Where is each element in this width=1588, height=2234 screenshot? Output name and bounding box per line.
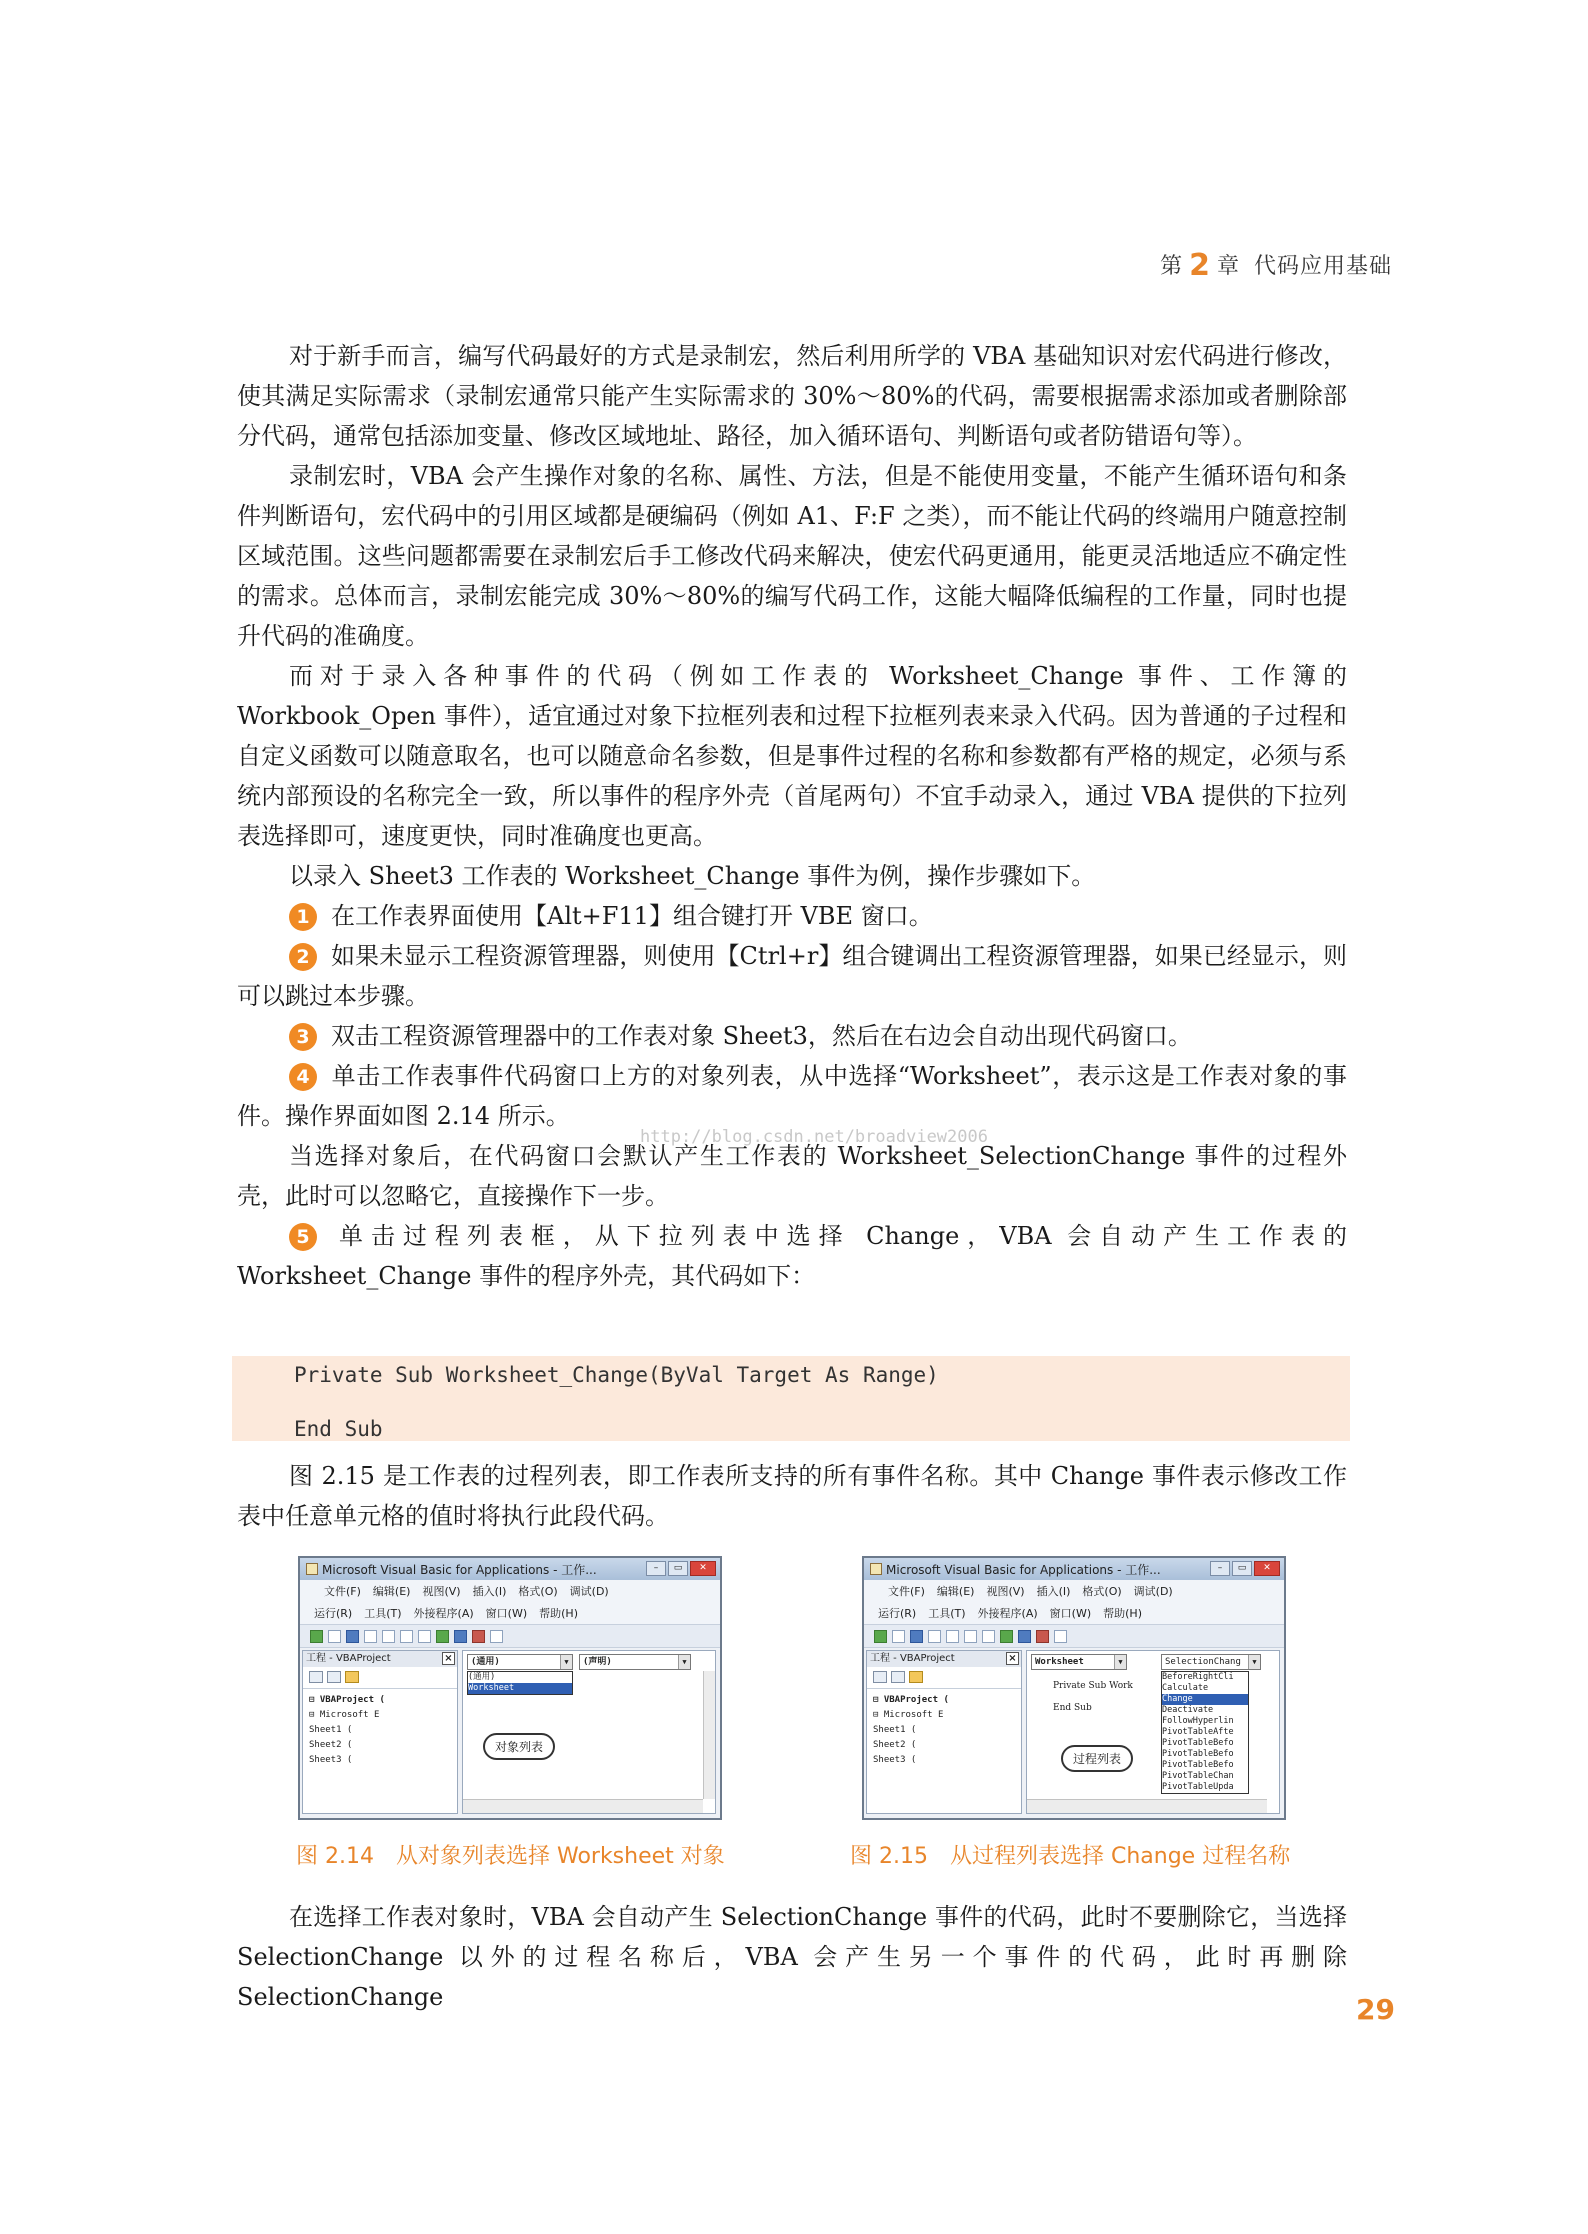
vbe-toolbar [864,1624,1284,1648]
excel-icon [874,1630,887,1643]
paragraph-after-step4: 当选择对象后，在代码窗口会默认产生工作表的 Worksheet_SelectionChange 事件的过程外壳，此时可以忽略它，直接操作下一步。 [237,1142,1347,1210]
menu-addins: 外接程序(A) [413,1607,474,1620]
menu-help: 帮助(H) [539,1607,578,1620]
project-tools [867,1667,1021,1689]
vbe-titlebar [300,1558,720,1580]
caption-number: 图 2.14 [296,1844,374,1869]
paragraph-last: 在选择工作表对象时，VBA 会自动产生 SelectionChange 事件的代码，此时不要删除它，当选择 SelectionChange 以外的过程名称后，VBA 会产生另一个事件的代码，此时再删除 SelectionChange [237,1903,1347,2011]
code-block [232,1356,1350,1441]
stop-icon [1036,1630,1049,1643]
pause-icon [1018,1630,1031,1643]
step-2-badge: 2 [289,943,317,971]
code-window-text: Private Sub Work End Sub [1053,1681,1133,1713]
toggle-folders-icon [909,1671,923,1683]
step-1 [237,896,1347,936]
object-combo: Worksheet ▼ [1031,1654,1127,1670]
code-window [1026,1650,1280,1814]
figure-2-14-screenshot [298,1556,722,1820]
watermark-url: http://blog.csdn.net/broadview2006 [640,1127,988,1147]
chevron-down-icon: ▼ [1114,1655,1126,1669]
window-buttons [646,1561,716,1576]
close-icon: ✕ [690,1561,716,1576]
step-2-text: 如果未显示工程资源管理器，则使用【Ctrl+r】组合键调出工程资源管理器，如果已经显示，则可以跳过本步骤。 [237,942,1347,1010]
chapter-prefix: 第 [1160,254,1184,279]
undo-icon [418,1630,431,1643]
restore-icon: ▭ [1232,1561,1252,1576]
design-icon [1054,1630,1067,1643]
step-5 [237,1216,1347,1296]
code-window [462,1650,716,1814]
chapter-number: 2 [1189,248,1211,283]
step-3-badge: 3 [289,1023,317,1051]
project-tree: ⊟ VBAProject ( ⊟ Microsoft E Sheet1 ( Sheet2 ( Sheet3 ( [873,1695,949,1765]
paste-icon [964,1630,977,1643]
paragraph-figure-intro: 图 2.15 是工作表的过程列表，即工作表所支持的所有事件名称。其中 Change 事件表示修改工作表中任意单元格的值时将执行此段代码。 [237,1462,1347,1530]
page-number: 29 [1356,1993,1395,2026]
menu-edit: 编辑(E) [372,1585,411,1598]
vbe-app-icon [870,1563,882,1575]
close-pane-icon: × [442,1652,455,1665]
body-text-bottom [237,1897,1347,2017]
paragraph-record-macro: 录制宏时，VBA 会产生操作对象的名称、属性、方法，但是不能使用变量，不能产生循环语句和条件判断语句，宏代码中的引用区域都是硬编码（例如 A1、F:F 之类），而不能让代码的终端用户随意控制区域范围。这些问题都需要在录制宏后手工修改代码来解决，使宏代码更通用，能更灵活地适应不确定性的需求。总体而言，录制宏能完成 30%～80%的编写代码工作，这能大幅降低编程的工作量，同时也提升代码的准确度。 [237,462,1347,650]
chapter-header [1160,248,1392,283]
view-code-icon [309,1671,323,1683]
vbe-titlebar [864,1558,1284,1580]
vbe-menubar-2 [300,1602,720,1624]
view-object-icon [327,1671,341,1683]
view-object-icon [891,1671,905,1683]
menu-tools: 工具(T) [364,1607,402,1620]
figure-2-15-caption [850,1839,1290,1870]
chapter-suffix: 章 [1216,254,1240,279]
project-explorer-header: 工程 - VBAProject × [867,1651,1021,1667]
vbe-window-title: Microsoft Visual Basic for Applications - 工作... [322,1562,597,1577]
horizontal-scrollbar [463,1799,703,1813]
restore-icon: ▭ [668,1561,688,1576]
toggle-folders-icon [345,1671,359,1683]
cut-icon [928,1630,941,1643]
copy-icon [382,1630,395,1643]
project-tools [303,1667,457,1689]
code-line-2: End Sub [294,1417,383,1441]
object-dropdown-list: (通用) Worksheet [467,1671,573,1695]
caption-text: 从过程列表选择 Change 过程名称 [949,1844,1291,1869]
step-4 [237,1056,1347,1136]
stop-icon [472,1630,485,1643]
caption-text: 从对象列表选择 Worksheet 对象 [395,1844,725,1869]
paragraph-events: 而对于录入各种事件的代码（例如工作表的 Worksheet_Change 事件、工作簿的 Workbook_Open 事件），适宜通过对象下拉框列表和过程下拉框列表来录入代码。因为普通的子过程和自定义函数可以随意取名，也可以随意命名参数，但是事件过程的名称和参数都有严格的规定，必须与系统内部预设的名称完全一致，所以事件的程序外壳（首尾两句）不宜手动录入，通过 VBA 提供的下拉列表选择即可，速度更快，同时准确度也更高。 [237,662,1347,850]
figure-2-14-caption [296,1839,725,1870]
save-icon [910,1630,923,1643]
step-5-badge: 5 [289,1223,317,1251]
caption-number: 图 2.15 [850,1844,928,1869]
paragraph-intro: 对于新手而言，编写代码最好的方式是录制宏，然后利用所学的 VBA 基础知识对宏代码进行修改，使其满足实际需求（录制宏通常只能产生实际需求的 30%～80%的代码，需要根据需求添加或者删除部分代码，通常包括添加变量、修改区域地址、路径，加入循环语句、判断语句或者防错语句等）。 [237,342,1347,450]
step-3 [237,1016,1347,1056]
menu-file: 文件(F) [324,1585,361,1598]
body-text-top [237,336,1347,1296]
run-icon [436,1630,449,1643]
chevron-down-icon: ▼ [678,1655,690,1669]
menu-view: 视图(V) [422,1585,461,1598]
horizontal-scrollbar [1027,1799,1267,1813]
vbe-toolbar [300,1624,720,1648]
minimize-icon: – [646,1561,666,1576]
pause-icon [454,1630,467,1643]
figure-2-15-screenshot [862,1556,1286,1820]
step-3-text: 双击工程资源管理器中的工作表对象 Sheet3，然后在右边会自动出现代码窗口。 [331,1022,1192,1050]
project-explorer [866,1650,1022,1814]
body-text-figures-intro [237,1456,1347,1536]
step-1-badge: 1 [289,903,317,931]
excel-icon [310,1630,323,1643]
vbe-menubar: 文件(F) 编辑(E) 视图(V) 插入(I) 格式(O) 调试(D) [864,1580,1284,1602]
vbe-window-title: Microsoft Visual Basic for Applications - 工作... [886,1562,1161,1577]
step-4-text: 单击工作表事件代码窗口上方的对象列表，从中选择“Worksheet”，表示这是工作表对象的事件。操作界面如图 2.14 所示。 [237,1062,1347,1130]
object-combo: (通用) ▼ [467,1654,573,1670]
menu-insert: 插入(I) [472,1585,507,1598]
cut-icon [364,1630,377,1643]
menu-format: 格式(O) [518,1585,558,1598]
close-icon: ✕ [1254,1561,1280,1576]
design-icon [490,1630,503,1643]
window-buttons [1210,1561,1280,1576]
project-explorer [302,1650,458,1814]
procedure-dropdown-list: BeforeRightCli Calculate Change Deactivate FollowHyperlin PivotTableAfte PivotTableBefo PivotTableBefo PivotTableBefo PivotTableChan PivotTableUpda [1161,1671,1249,1794]
menu-debug: 调试(D) [569,1585,609,1598]
paste-icon [400,1630,413,1643]
vertical-scrollbar [703,1671,715,1799]
minimize-icon: – [1210,1561,1230,1576]
undo-icon [982,1630,995,1643]
chevron-down-icon: ▼ [560,1655,572,1669]
save-icon [346,1630,359,1643]
procedure-combo: SelectionChang ▼ [1161,1654,1261,1670]
code-line-1: Private Sub Worksheet_Change(ByVal Target As Range) [294,1363,939,1387]
view-code-icon [873,1671,887,1683]
procedure-combo: (声明) ▼ [579,1654,691,1670]
paragraph-steps-intro: 以录入 Sheet3 工作表的 Worksheet_Change 事件为例，操作步骤如下。 [289,862,1096,890]
chapter-title: 代码应用基础 [1253,254,1392,279]
callout-object-list: 对象列表 [483,1733,555,1760]
menu-window: 窗口(W) [485,1607,528,1620]
close-pane-icon: × [1006,1652,1019,1665]
vbe-menubar [300,1580,720,1602]
vbe-app-icon [306,1563,318,1575]
step-1-text: 在工作表界面使用【Alt+F11】组合键打开 VBE 窗口。 [331,902,933,930]
chevron-down-icon: ▼ [1248,1655,1260,1669]
step-2 [237,936,1347,1016]
run-icon [1000,1630,1013,1643]
insert-icon [328,1630,341,1643]
copy-icon [946,1630,959,1643]
project-tree: ⊟ VBAProject ( ⊟ Microsoft E Sheet1 ( Sheet2 ( Sheet3 ( [309,1695,385,1765]
project-explorer-header: 工程 - VBAProject × [303,1651,457,1667]
vbe-menubar-2: 运行(R) 工具(T) 外接程序(A) 窗口(W) 帮助(H) [864,1602,1284,1624]
step-4-badge: 4 [289,1063,317,1091]
step-5-text: 单击过程列表框，从下拉列表中选择 Change，VBA 会自动产生工作表的 Worksheet_Change 事件的程序外壳，其代码如下： [237,1222,1347,1290]
menu-run: 运行(R) [314,1607,353,1620]
callout-procedure-list: 过程列表 [1061,1745,1133,1772]
insert-icon [892,1630,905,1643]
